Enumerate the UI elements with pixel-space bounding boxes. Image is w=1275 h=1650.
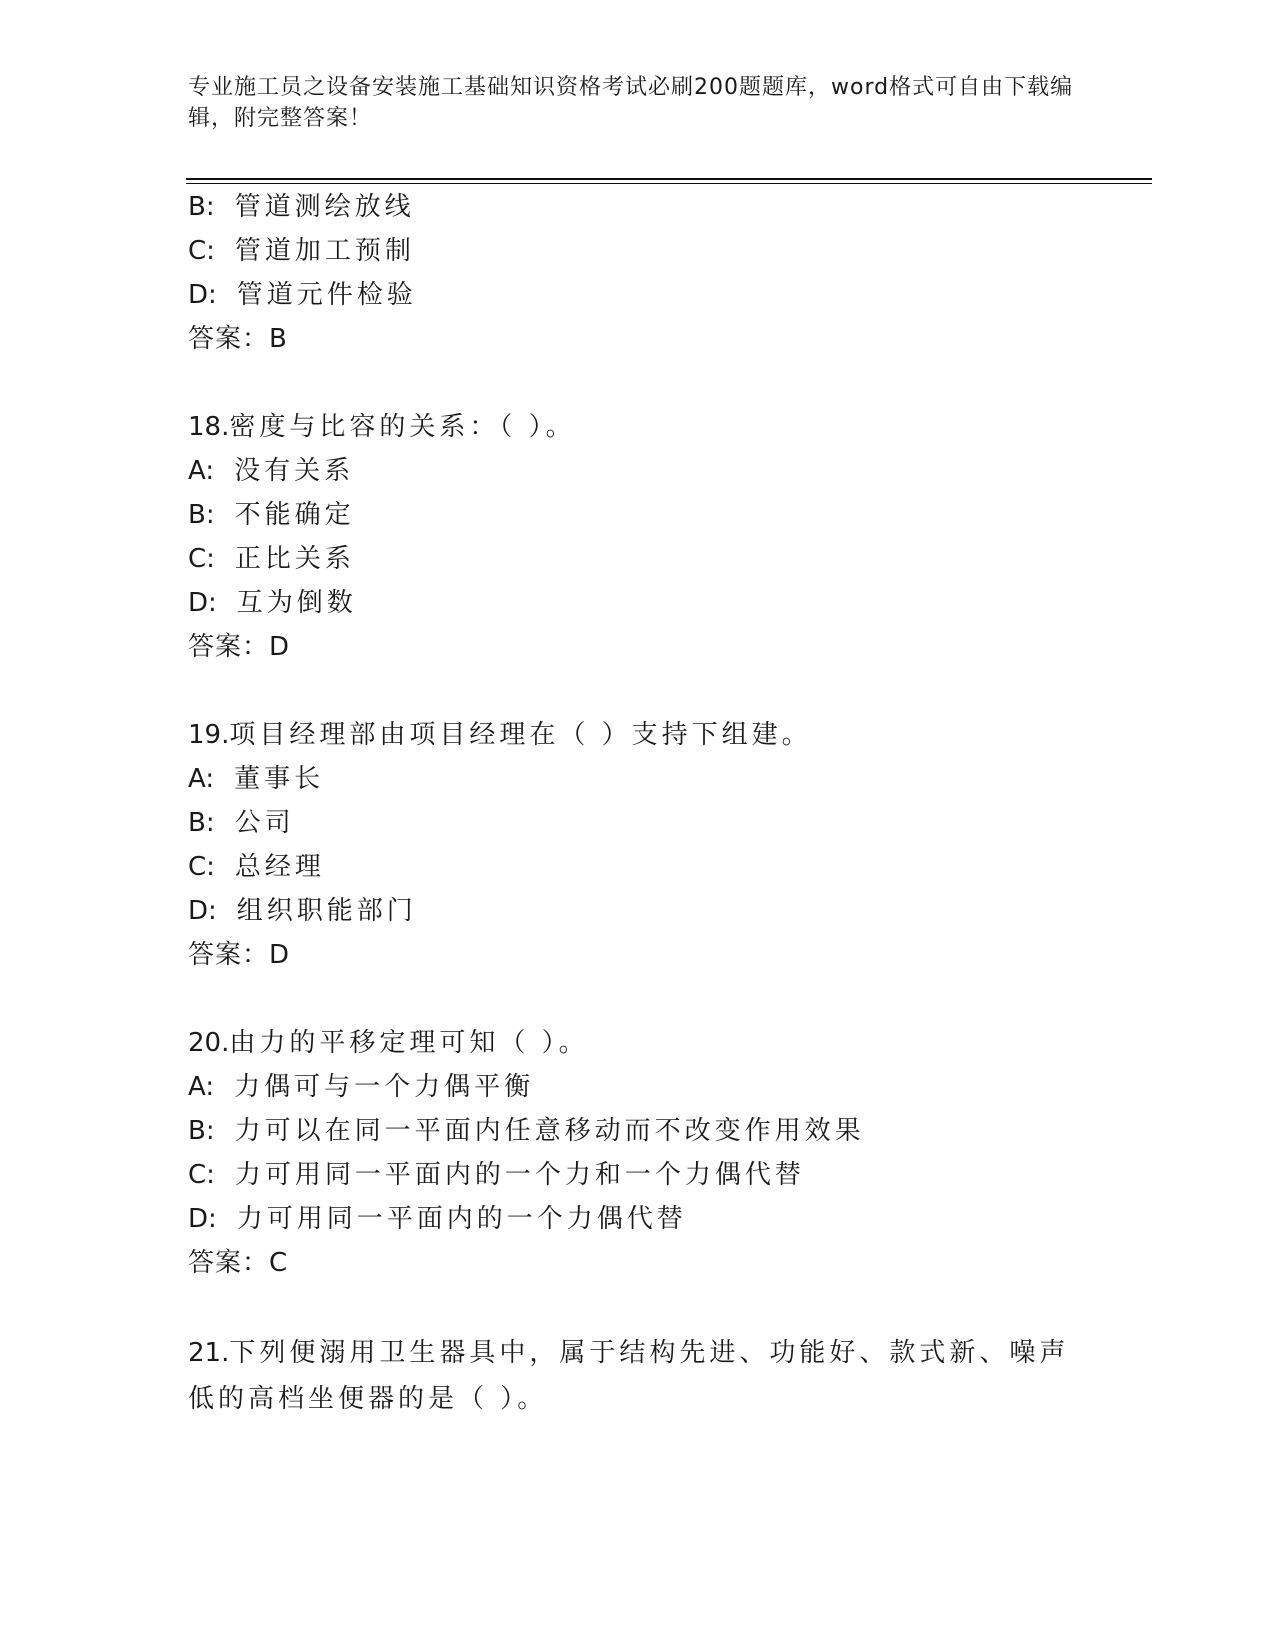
document-header: 专业施工员之设备安装施工基础知识资格考试必刷200题题库，word格式可自由下载编辑，附完整答案！ — [188, 75, 1074, 131]
q17-option-b: B: 管道测绘放线 — [188, 192, 415, 222]
q18-answer: 答案：D — [188, 632, 291, 662]
q17-option-c: C: 管道加工预制 — [188, 236, 415, 266]
header-rule-thick — [186, 178, 1152, 180]
q19-option-a: A: 董事长 — [188, 764, 325, 794]
q18-option-b: B: 不能确定 — [188, 500, 355, 530]
q18-option-d: D: 互为倒数 — [188, 588, 357, 618]
q17-option-d: D: 管道元件检验 — [188, 280, 417, 310]
q18-option-c: C: 正比关系 — [188, 544, 355, 574]
q20-answer: 答案：C — [188, 1248, 289, 1278]
q18-option-a: A: 没有关系 — [188, 456, 355, 486]
q20-option-d: D: 力可用同一平面内的一个力偶代替 — [188, 1204, 687, 1234]
question-19-stem: 19.项目经理部由项目经理在（ ）支持下组建。 — [188, 720, 812, 750]
q19-option-c: C: 总经理 — [188, 852, 325, 882]
question-20-stem: 20.由力的平移定理可知（ ）。 — [188, 1028, 589, 1058]
q20-option-a: A: 力偶可与一个力偶平衡 — [188, 1072, 535, 1102]
q19-answer: 答案：D — [188, 940, 291, 970]
q20-option-b: B: 力可以在同一平面内任意移动而不改变作用效果 — [188, 1116, 865, 1146]
q19-option-b: B: 公司 — [188, 808, 295, 838]
q19-option-d: D: 组织职能部门 — [188, 896, 417, 926]
question-21-stem: 21.下列便溺用卫生器具中，属于结构先进、功能好、款式新、噪声低的高档坐便器的是（ ）。 — [188, 1338, 1070, 1414]
q17-answer: 答案：B — [188, 324, 288, 354]
question-18-stem: 18.密度与比容的关系：（ ）。 — [188, 412, 576, 442]
header-rule-thin — [186, 183, 1152, 184]
q20-option-c: C: 力可用同一平面内的一个力和一个力偶代替 — [188, 1160, 805, 1190]
